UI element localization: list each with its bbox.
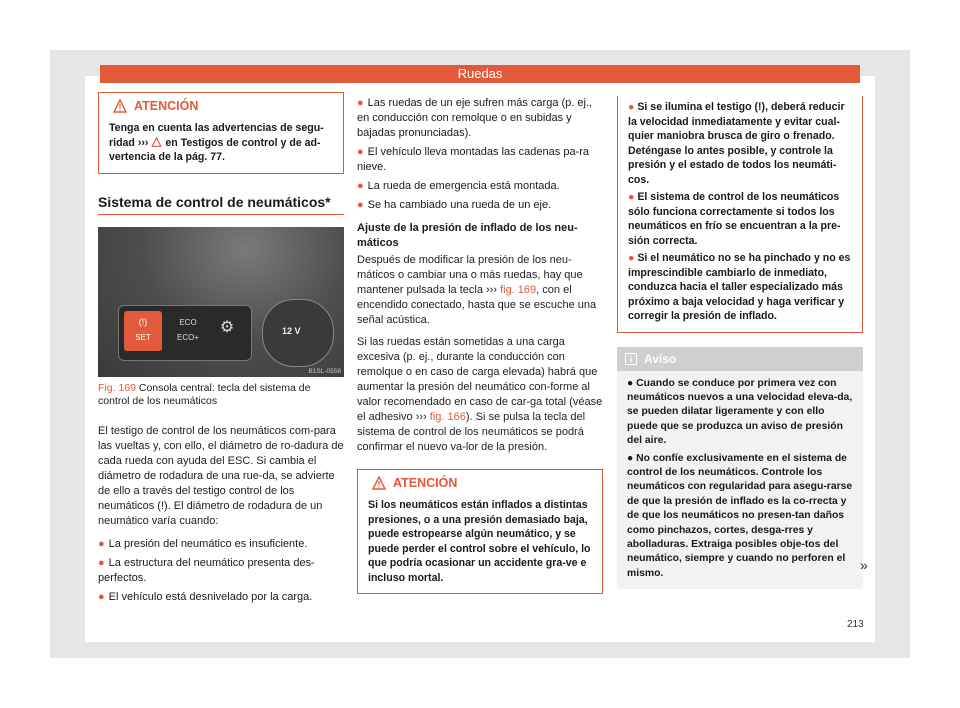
warning-text (99, 117, 343, 173)
list-item: ● El vehículo está desnivelado por la carga. (98, 590, 313, 603)
list-item: ● Se ha cambiado una rueda de un eje. (357, 199, 552, 211)
set-button: (!) SET (124, 311, 162, 351)
continue-marker: » (860, 557, 868, 573)
warning-list-item: ● Si el neumático no se ha pinchado y no es imprescindible cambiarlo de inmediato, conduzca hacia el taller especializado más próximo a baja velocidad y haga verificar y corregir la presión de inflado. (628, 252, 851, 322)
info-list (617, 371, 863, 590)
page-number: 213 (847, 619, 864, 630)
body-paragraph (357, 335, 603, 455)
figure-link[interactable]: fig. 169 (500, 284, 537, 296)
column-1 (98, 92, 344, 605)
warning-box (98, 92, 344, 174)
info-list-item: ● Cuando se conduce por primera vez con neumáticos nuevos a una velocidad eleva-da, se pueden dilatar ligeramente y con ello puede que se produzca un aviso de presión del aire. (627, 377, 853, 447)
info-box (617, 347, 863, 590)
figure-code: B1SL-0558 (308, 367, 341, 375)
warning-list-item: ● El sistema de control de los neumáticos sólo funciona correctamente si todos los neumáticos en frío se encuentran a la pre-sión correcta. (628, 191, 841, 247)
list-item: ● Las ruedas de un eje sufren más carga (p. ej., en conducción con remolque o en subidas y bajadas pronunciadas). (357, 97, 593, 139)
subsection-title: Ajuste de la presión de inflado de los neu-máticos (357, 222, 578, 249)
warning-box (357, 469, 603, 594)
list-item: ● La estructura del neumático presenta des-perfectos. (98, 556, 315, 584)
warning-title: ATENCIÓN (393, 476, 458, 490)
warning-text: Si los neumáticos están inflados a distintas presiones, o a una presión demasiado baja, puede estropearse algún neumático, y se puede perder el control sobre el vehículo, lo que podría ocasionar un accidente gra-ve e incluso mortal. (368, 499, 591, 584)
chapter-header: Ruedas (100, 65, 860, 83)
warning-text-part-b: en Testigos de control y de ad-vertencia de la pág. 77. (109, 136, 321, 163)
section-title: Sistema de control de neumáticos* (98, 194, 344, 215)
paragraph-text: , con el encendido conectado, hasta que se escuche una señal acústica. (357, 284, 597, 326)
warning-text-part-a: Tenga en cuenta las advertencias de segu-ridad ››› (109, 122, 324, 149)
info-header (617, 347, 863, 371)
warning-list-text: Si se ilumina el testigo (!), deberá reducir la velocidad inmediatamente y evitar cual-quier maniobra brusca de giro o frenado. Deténgase lo antes posible, y controle la presión y el estado de todos los neumáti-cos. (628, 101, 845, 186)
warning-header (358, 470, 602, 494)
eco-plus-label: ECO+ (176, 332, 199, 342)
socket-label: 12 V (282, 325, 301, 336)
list-item-text: El vehículo lleva montadas las cadenas pa-ra nieve. (357, 146, 590, 173)
list-item-text: Se ha cambiado una rueda de un eje. (367, 199, 552, 211)
list-item-text: El vehículo está desnivelado por la carga. (108, 590, 313, 603)
list-item: ● El vehículo lleva montadas las cadenas pa-ra nieve. (357, 146, 590, 173)
warning-list-item: ● Si se ilumina el testigo (!), deberá reducir la velocidad inmediatamente y evitar cual-quier maniobra brusca de giro o frenado. Deténgase lo antes posible, y controle la presión y el estado de todos los neumáti-cos. (628, 101, 845, 186)
paragraph-text: Si las ruedas están sometidas a una carga excesiva (p. ej., durante la conducción con remolque o en caso de carga elevada) habrá que aumentar la presión del neumático con-forme al valor recomendado en caso de car-ga total (véase el adhesivo ››› (357, 336, 603, 423)
figure-console-image (98, 227, 344, 377)
warning-triangle-icon (113, 99, 127, 113)
eco-button (168, 315, 208, 345)
eco-label: ECO (179, 317, 197, 327)
info-icon (625, 353, 637, 365)
warning-title: ATENCIÓN (134, 99, 199, 113)
figure-caption (98, 382, 344, 408)
list-item: ● La rueda de emergencia está montada. (357, 180, 560, 192)
list-item-text: La presión del neumático es insuficiente. (108, 537, 308, 550)
list-item: ● La presión del neumático es insuficiente. (98, 537, 308, 550)
warning-header (99, 93, 343, 117)
list-item-text: La rueda de emergencia está montada. (367, 180, 560, 192)
figure-caption-text: Consola central: tecla del sistema de control de los neumáticos (98, 381, 311, 407)
list-item-text: Las ruedas de un eje sufren más carga (p. ej., en conducción con remolque o en subidas y bajadas pronunciadas). (357, 97, 593, 139)
figure-label: Fig. 169 (98, 381, 136, 394)
column-3 (617, 96, 863, 589)
warning-list (618, 96, 862, 332)
warning-list-text: Si el neumático no se ha pinchado y no es imprescindible cambiarlo de inmediato, conduzca hacia el taller especializado más próximo a baja velocidad y haga verificar y corregir la presión de inflado. (628, 252, 851, 322)
body-paragraph: El testigo de control de los neumáticos com-para las vueltas y, con ello, el diámetro de ro-dadura de cada rueda con ayuda del ESC. Si cambia el diámetro de rodadura de una rue-da, se advierte de ello a través del testigo control de los neumáticos (!). El diámetro de rodadura de un neumático varía cuando: (98, 424, 344, 527)
warning-triangle-icon (372, 476, 386, 490)
info-list-text: No confíe exclusivamente en el sistema de control de los neumáticos. Controle los neumáticos con regularidad para asegu-rarse de que la presión de inflado es la co-rrecta y de que los neumáticos no presen-tan daños como pinchazos, cortes, desga-rres y abolladuras. Extraiga posibles obje-tos del neumático, siempre y cuando no perforen el mismo. (627, 452, 853, 579)
figure-link[interactable]: fig. 166 (429, 411, 466, 423)
list-item-text: La estructura del neumático presenta des-perfectos. (98, 556, 315, 584)
body-paragraph (357, 253, 603, 328)
warning-box-continued (617, 96, 863, 333)
info-list-text: Cuando se conduce por primera vez con neumáticos nuevos a una velocidad eleva-da, se pueden dilatar ligeramente y con ello puede que se produzca un aviso de presión del aire. (627, 377, 853, 447)
warning-list-text: El sistema de control de los neumáticos sólo funciona correctamente si todos los neumáticos en frío se encuentran a la pre-sión correcta. (628, 191, 841, 247)
info-title: Aviso (644, 351, 677, 366)
paragraph-text: Después de modificar la presión de los neu-máticos o cambiar una o más ruedas, hay que mantener pulsada la tecla ››› (357, 254, 583, 296)
set-label: SET (135, 332, 151, 342)
warning-triangle-icon (151, 137, 162, 147)
info-list-item: ● No confíe exclusivamente en el sistema de control de los neumáticos. Controle los neumáticos con regularidad para asegu-rarse de que la presión de inflado es la co-rrecta y de que los neumáticos no presen-tan daños como pinchazos, cortes, desga-rres y abolladuras. Extraiga posibles obje-tos del neumático, siempre y cuando no perforen el mismo. (627, 452, 853, 579)
column-2 (357, 96, 603, 594)
drive-mode-icon: ⚙ (219, 318, 235, 336)
paragraph-text: ). Si se pulsa la tecla del sistema de control de los neumáticos se podrá confirmar el nuevo va-lor de la presión. (357, 411, 586, 453)
